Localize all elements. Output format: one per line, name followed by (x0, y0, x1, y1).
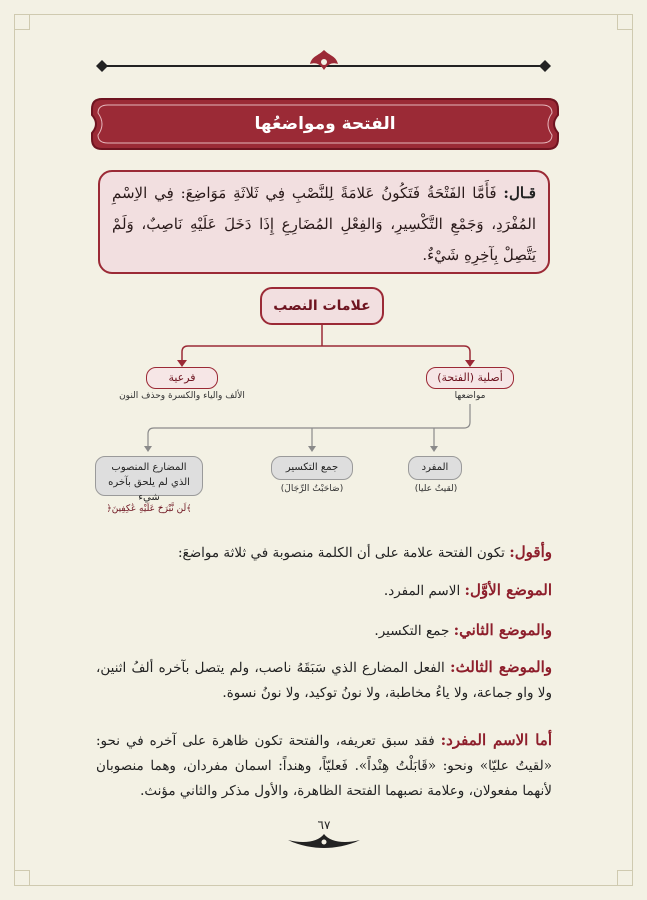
paragraph-text: جمع التكسير. (374, 623, 454, 639)
paragraph-head: أما الاسم المفرد: (440, 731, 552, 749)
branch-secondary: فرعية (146, 367, 218, 389)
paragraph-text: الفعل المضارع الذي سَبَقَهُ ناصب، ولم يتصل بآخره ألفُ اثنين، ولا واو جماعة، ولا ياءُ مخاطبة، ولا نونُ توكيد، ولا نونُ نسوة. (96, 660, 552, 701)
page-title: الفتحة ومواضعُها (254, 114, 396, 134)
leaf-broken-plural: جمع التكسير (271, 456, 353, 480)
paragraph-text: فقد سبق تعريفه، والفتحة تكون ظاهرة على آخره في نحو: «لقيتُ عليّا» ونحو: «قَابَلْتُ هِنْداً». فَعليّاً، وهنداً: اسمان مفردان، وهما منصوبان لأنهما مفعولان، وعلامة نصبهما الفتحة الظاهرة، والأول مذكر والثاني مؤنث. (96, 733, 552, 799)
paragraph-singular-noun (96, 728, 552, 804)
paragraph-first-position (96, 578, 552, 603)
paragraph-head: والموضع الثاني: (453, 621, 552, 639)
paragraph-head: وأقول: (509, 543, 552, 561)
paragraph-intro (96, 540, 552, 565)
paragraph-head: والموضع الثالث: (450, 658, 552, 676)
paragraph-text: تكون الفتحة علامة على أن الكلمة منصوبة في ثلاثة مواضعَ: (177, 545, 510, 561)
leaf-singular: المفرد (408, 456, 462, 480)
paragraph-third-position (96, 655, 552, 706)
diagram-root-node: علامات النصب (260, 287, 384, 325)
branch-primary-note: مواضعها (454, 391, 486, 401)
leaf-present-verb (95, 456, 203, 503)
leaf-broken-plural-example: (صَاحَبْتُ الرِّجَالَ) (280, 484, 344, 494)
page-number: ٦٧ (317, 818, 331, 832)
bottom-ornament-icon (284, 830, 364, 852)
branch-secondary-note: الألف والياء والكسرة وحذف النون (119, 391, 245, 401)
paragraph-second-position (96, 618, 552, 643)
quote-text: فَأَمَّا الفَتْحَةُ فَتَكُونُ عَلامَةً لِلنَّصْبِ فِي ثَلاثَةِ مَوَاضِعَ: فِي الاِسْمِ المُفْرَدِ، وَجَمْعِ التَّكْسِيرِ، وَالفِعْلِ المُضَارِعِ إِذَا دَخَلَ عَلَيْهِ نَاصِبٌ، وَلَمْ يَتَّصِلْ بِآخِرِهِ شَيْءٌ. (112, 184, 536, 264)
paragraph-text: الاسم المفرد. (383, 583, 465, 599)
branch-primary: أصلية (الفتحة) (426, 367, 514, 389)
leaf-singular-example: (لقيتُ عليا) (414, 484, 458, 494)
leaf-present-verb-sub: الذي لم يلحق بآخره شيء (108, 477, 190, 503)
quote-lead: قـال: (503, 184, 536, 202)
quran-verse: ﴿لَن نَّبْرَحَ عَلَيْهِ عَٰكِفِينَ﴾ (106, 504, 192, 514)
paragraph-head: الموضع الأوَّل: (464, 581, 552, 599)
leaf-present-verb-label: المضارع المنصوب (111, 462, 187, 473)
